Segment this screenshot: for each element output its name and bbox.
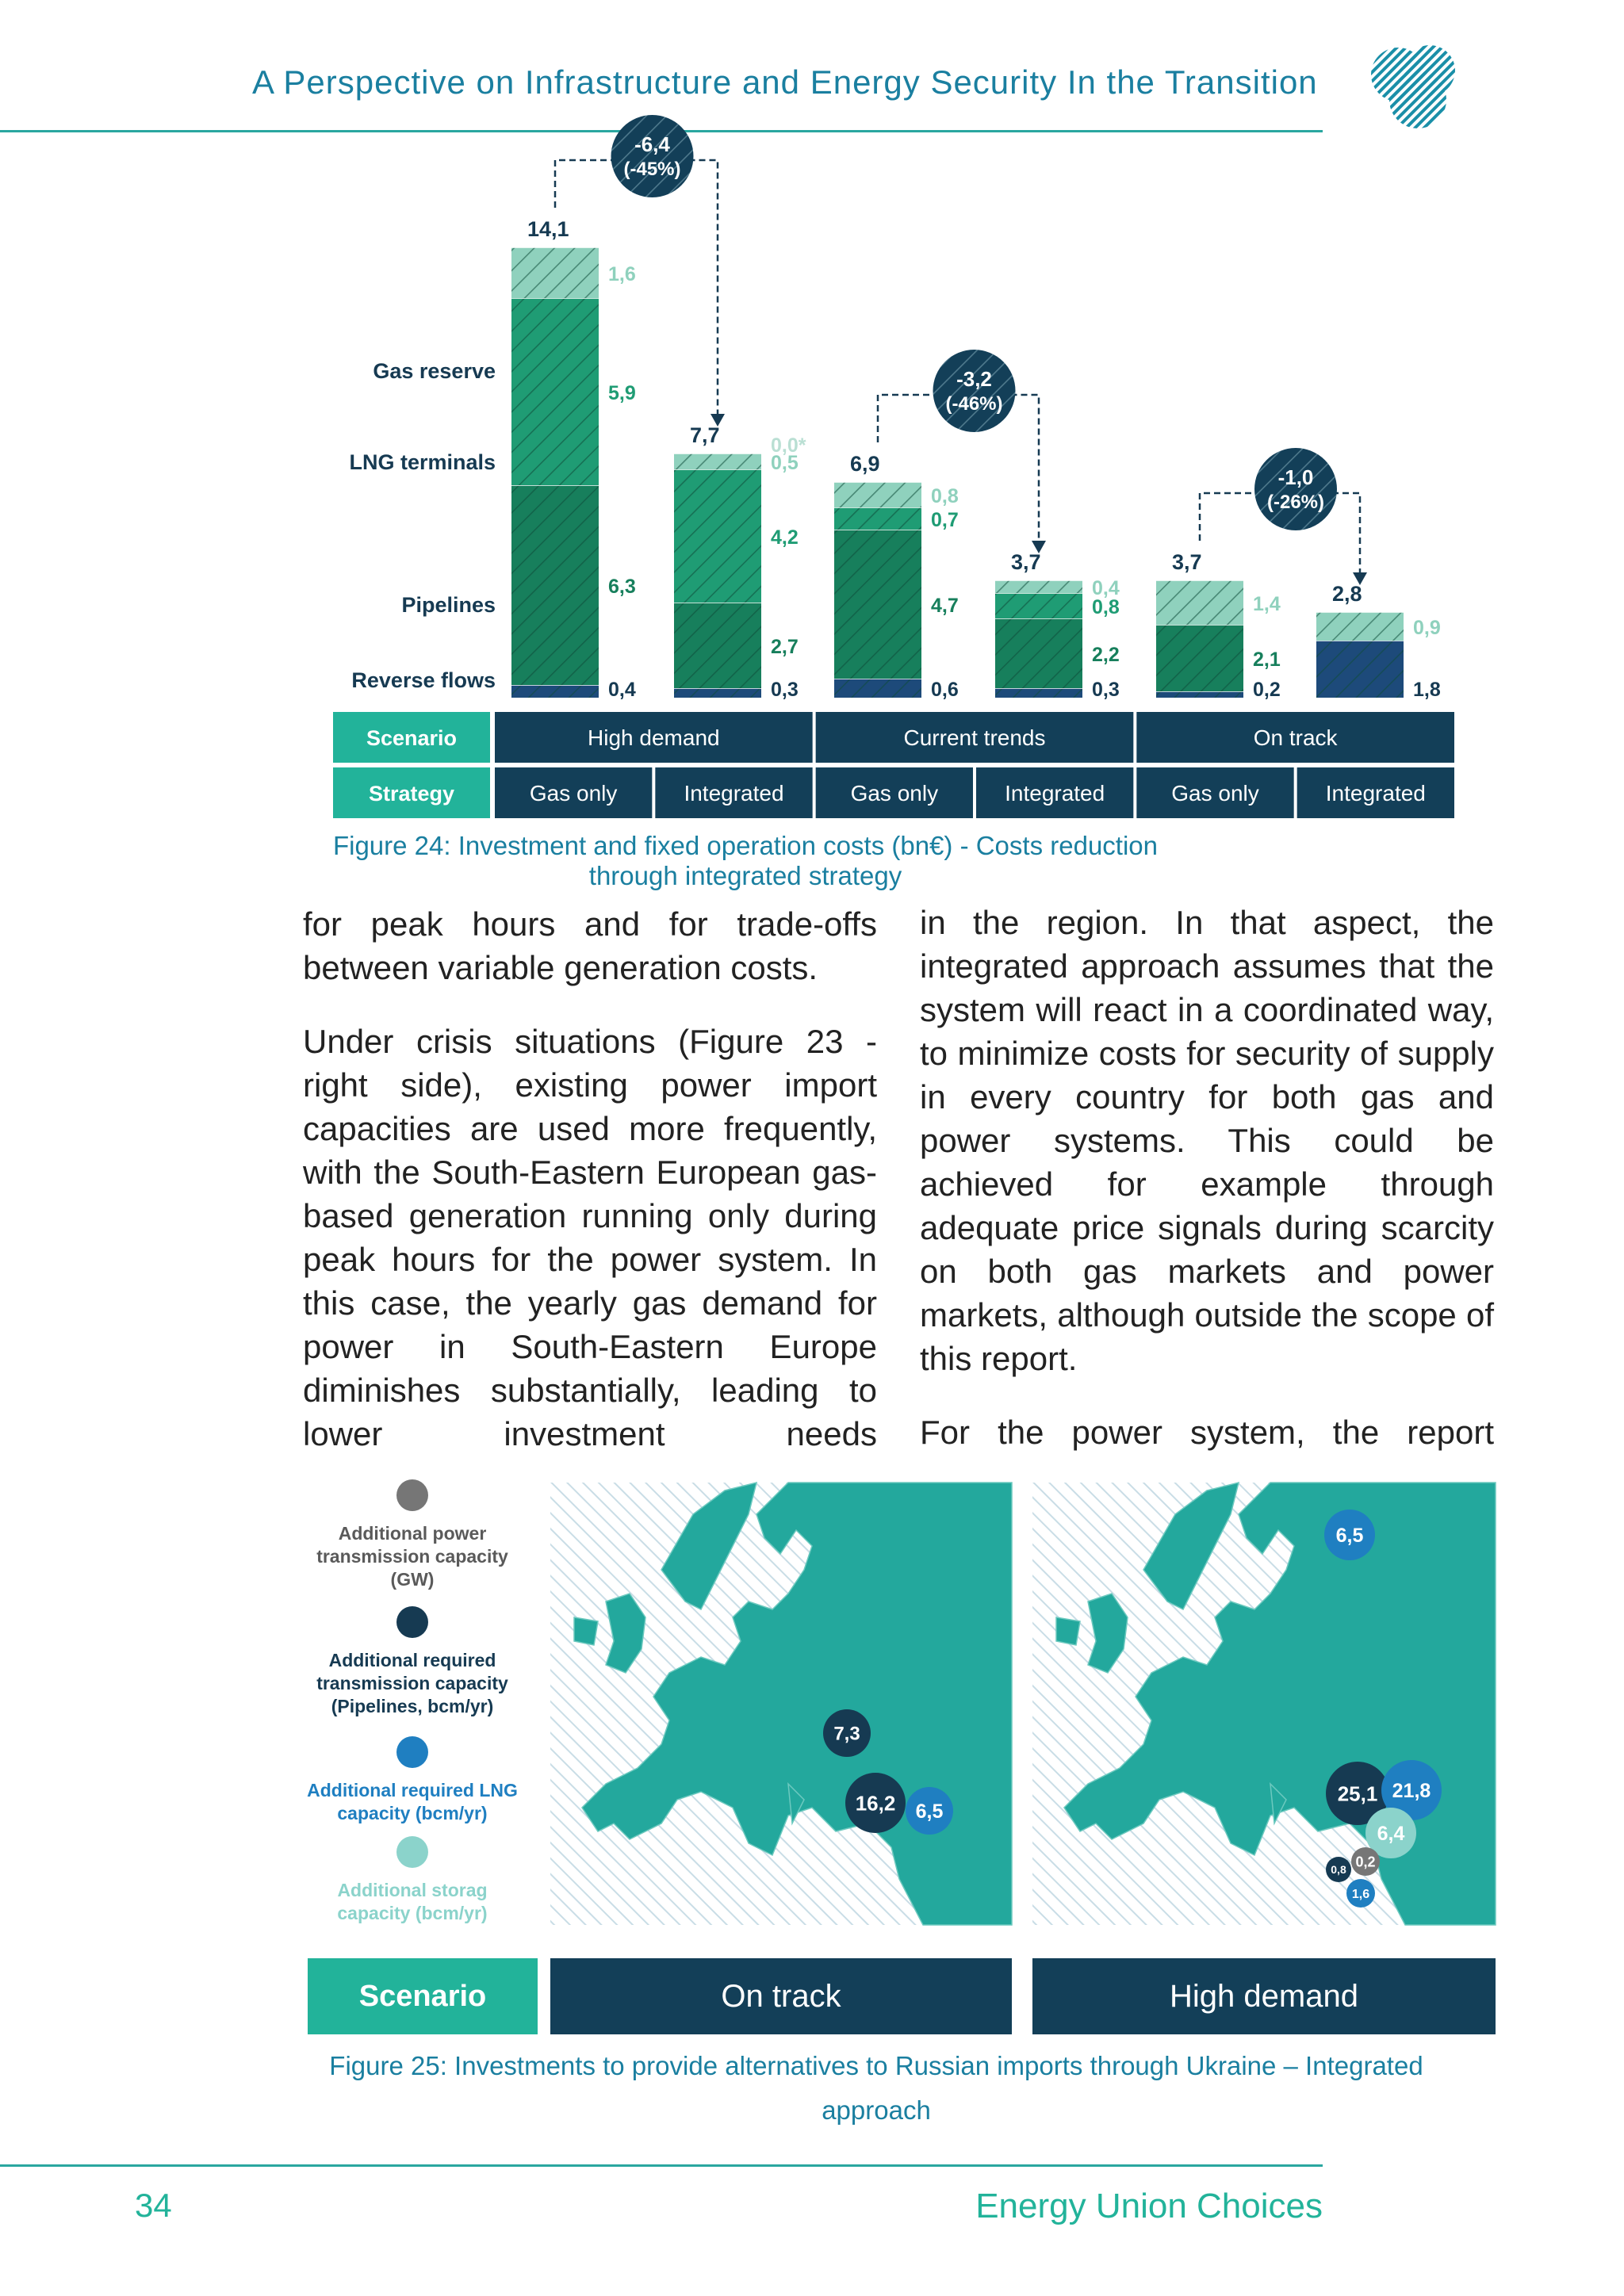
bar-1-hatch-2 [674, 469, 761, 603]
reduction-line-right-2 [1332, 493, 1360, 577]
total-label-0: 14,1 [527, 217, 569, 241]
legend-dot-navy [396, 1606, 428, 1638]
row-label-2: Pipelines [401, 593, 496, 617]
strategy-header: Strategy [368, 782, 455, 806]
high-demand-value-4: 0,2 [1355, 1854, 1376, 1870]
bar-0-hatch-2 [511, 298, 599, 485]
map-legend [293, 1479, 531, 1925]
scenario-name-2: On track [1253, 725, 1338, 750]
scenario-label-cell [308, 1958, 538, 2034]
strategy-name-5: Integrated [1325, 781, 1426, 806]
legend-item-pipelines [293, 1606, 531, 1736]
bar-1-hatch-0 [674, 688, 761, 698]
high-demand-value-5: 0,8 [1331, 1863, 1346, 1877]
value-label-3-3: 0,4 [1092, 577, 1120, 599]
scenario-name-0: High demand [588, 725, 720, 750]
bar-0-hatch-3 [511, 247, 599, 298]
figure-24-caption: Figure 24: Investment and fixed operation costs (bn€) - Costs reduction through integrated strategy [332, 831, 1159, 890]
reduction-circle-hatch-1 [933, 350, 1016, 432]
value-label-1-3: 0,5 [771, 452, 799, 474]
reduction-line-right-1 [1011, 395, 1040, 545]
value-label-3-1: 2,2 [1092, 644, 1120, 666]
scenario-on-track: On track [721, 1978, 841, 2014]
bar-3-hatch-1 [995, 618, 1082, 688]
extra-label-0: 0,0* [771, 434, 806, 457]
value-label-4-0: 0,2 [1253, 679, 1281, 701]
reduction-value-1: -3,2 [956, 367, 992, 391]
high-demand-value-3: 6,4 [1377, 1823, 1405, 1845]
row-label-0: Gas reserve [373, 359, 496, 383]
reduction-value-2: -1,0 [1277, 465, 1314, 489]
legend-label-lng: Additional required LNG capacity (bcm/yr) [307, 1780, 518, 1823]
bar-4-hatch-0 [1156, 691, 1243, 698]
bar-0-hatch-1 [511, 485, 599, 685]
scenario-name-1: Current trends [903, 725, 1046, 750]
logo [1362, 35, 1465, 138]
page-number: 34 [135, 2187, 172, 2224]
bar-2-hatch-0 [834, 679, 921, 698]
legend-label-power: Additional power transmission capacity (GW) [316, 1523, 508, 1590]
legend-dot-grey [396, 1479, 428, 1511]
reduction-line-left-0 [555, 160, 616, 208]
map-high-demand [1032, 1483, 1496, 1925]
total-label-2: 6,9 [850, 452, 880, 476]
high-demand-value-6: 1,6 [1351, 1887, 1370, 1901]
legend-label-storage: Additional storag capacity (bcm/yr) [337, 1880, 488, 1923]
reduction-line-left-1 [878, 395, 938, 442]
row-label-1: LNG terminals [349, 450, 496, 474]
value-label-1-0: 0,3 [771, 679, 799, 701]
figure-25-caption: Figure 25: Investments to provide alternatives to Russian imports through Ukraine – Integrated approach [329, 2051, 1423, 2125]
reduction-line-left-2 [1200, 493, 1259, 541]
scenario-high-demand-cell [1032, 1958, 1496, 2034]
bar-2-hatch-3 [834, 482, 921, 507]
on-track-value-0: 7,3 [833, 1723, 860, 1745]
reduction-percent-1: (-46%) [945, 393, 1003, 415]
left-column [303, 902, 877, 1486]
bar-5-hatch-0 [1316, 641, 1404, 698]
bar-1-hatch-3 [674, 453, 761, 469]
strategy-name-0: Gas only [529, 781, 618, 806]
legend-item-lng [293, 1736, 531, 1836]
row-label-3: Reverse flows [351, 668, 496, 692]
high-demand-value-0: 6,5 [1335, 1525, 1364, 1547]
reduction-value-0: -6,4 [634, 132, 670, 156]
reduction-circle-hatch-0 [611, 115, 694, 197]
bar-0-hatch-0 [511, 685, 599, 698]
total-label-1: 7,7 [690, 423, 720, 447]
strategy-name-2: Gas only [850, 781, 939, 806]
strategy-name-4: Gas only [1171, 781, 1259, 806]
legend-dot-blue [396, 1736, 428, 1768]
strategy-name-1: Integrated [684, 781, 784, 806]
legend-dot-light [396, 1836, 428, 1868]
legend-item-power [293, 1479, 531, 1606]
value-label-5-0: 1,8 [1413, 679, 1441, 701]
value-label-0-1: 6,3 [608, 576, 636, 598]
scenario-high-demand: High demand [1170, 1978, 1358, 2014]
legend-label-pipelines: Additional required transmission capacity (Pipelines, bcm/yr) [316, 1650, 508, 1716]
bar-4-hatch-1 [1156, 625, 1243, 691]
value-label-3-0: 0,3 [1092, 679, 1120, 701]
bar-2-hatch-1 [834, 530, 921, 679]
left-paragraph-1: for peak hours and for trade-offs between variable generation costs. [303, 905, 877, 986]
total-label-3: 3,7 [1011, 550, 1041, 574]
value-label-1-1: 2,7 [771, 636, 799, 658]
value-label-2-2: 0,7 [931, 509, 959, 531]
cost-bar-chart [317, 132, 1475, 825]
reduction-circle-hatch-2 [1254, 448, 1337, 530]
header-title: A Perspective on Infrastructure and Energy Security In the Transition [252, 63, 1318, 101]
bar-5-hatch-3 [1316, 612, 1404, 641]
value-label-0-3: 1,6 [608, 263, 636, 285]
left-paragraph-2: Under crisis situations (Figure 23 - right side), existing power import capacities are used more frequently, with the South-Eastern European gas-based generation running only during peak hours for the power system. In this case, the yearly gas demand for power in South-Eastern Europe diminishes substantially, leading to lower investment needs [303, 1023, 877, 1452]
footer-rule [0, 2164, 1323, 2167]
bar-3-hatch-3 [995, 580, 1082, 593]
value-label-1-2: 4,2 [771, 526, 799, 549]
legend-item-storage [293, 1836, 531, 1925]
right-paragraph-1: in the region. In that aspect, the integrated approach assumes that the system will react in a coordinated way, to minimize costs for security of supply in every country for both gas and power systems. This could be achieved for example through adequate price signals during scarcity on both gas markets and power markets, although outside the scope of this report. [920, 904, 1494, 1377]
strategy-name-3: Integrated [1005, 781, 1105, 806]
value-label-5-3: 0,9 [1413, 617, 1441, 639]
high-demand-value-1: 25,1 [1337, 1781, 1378, 1806]
right-paragraph-2: For the power system, the report [920, 1414, 1494, 1451]
reduction-percent-2: (-26%) [1266, 492, 1325, 513]
scenario-label: Scenario [358, 1979, 487, 2013]
scenario-on-track-cell [550, 1958, 1012, 2034]
bar-4-hatch-3 [1156, 580, 1243, 625]
value-label-2-0: 0,6 [931, 679, 959, 701]
total-label-4: 3,7 [1172, 550, 1202, 574]
reduction-line-right-0 [689, 160, 718, 419]
value-label-2-1: 4,7 [931, 595, 959, 617]
value-label-3-2: 0,8 [1092, 596, 1120, 618]
value-label-2-3: 0,8 [931, 485, 959, 507]
bar-3-hatch-2 [995, 593, 1082, 618]
map-on-track [550, 1483, 1012, 1925]
bar-3-hatch-0 [995, 688, 1082, 698]
bar-2-hatch-2 [834, 507, 921, 530]
scenario-header: Scenario [366, 726, 458, 750]
footer-title: Energy Union Choices [975, 2187, 1323, 2225]
bar-1-hatch-1 [674, 603, 761, 688]
value-label-4-3: 1,4 [1253, 593, 1281, 615]
on-track-value-2: 6,5 [915, 1800, 944, 1823]
high-demand-value-2: 21,8 [1392, 1780, 1431, 1802]
on-track-value-1: 16,2 [855, 1791, 896, 1816]
total-label-5: 2,8 [1332, 582, 1362, 606]
reduction-percent-0: (-45%) [623, 159, 681, 180]
value-label-4-1: 2,1 [1253, 649, 1281, 671]
right-column [920, 901, 1494, 1484]
value-label-0-2: 5,9 [608, 382, 636, 404]
value-label-0-0: 0,4 [608, 679, 636, 701]
